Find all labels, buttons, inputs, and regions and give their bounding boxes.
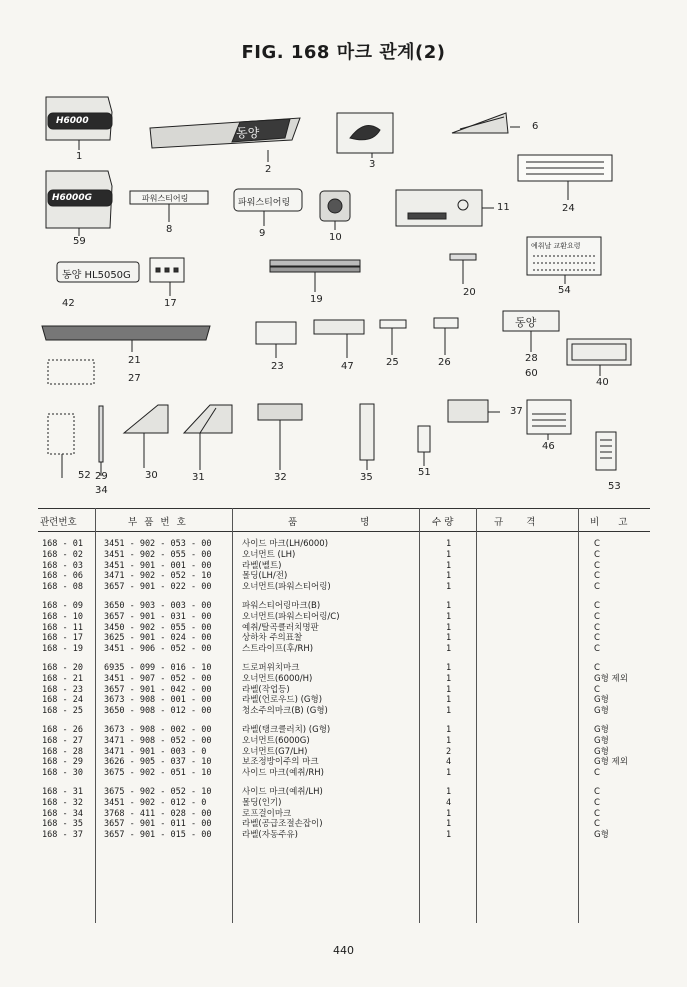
part-28-text: 동양 — [515, 316, 537, 329]
note-cell: C — [594, 633, 600, 644]
callout-54: 54 — [558, 285, 571, 296]
part-name-cell: 사이드 마크(예취/RH) — [242, 768, 324, 779]
part-name-cell: 파워스티어링마크(B) — [242, 601, 321, 611]
ref-cell: 168 - 01 — [42, 539, 83, 549]
part-number-cell: 3451 - 902 - 012 - 0 — [104, 797, 207, 808]
quantity-cell: 1 — [446, 560, 452, 571]
ref-cell: 168 - 09 — [42, 601, 83, 611]
callout-27: 27 — [128, 373, 141, 384]
part-number-cell: 3657 - 901 - 015 - 00 — [104, 830, 212, 841]
ref-cell: 168 - 08 — [42, 582, 83, 593]
note-cell: C — [594, 549, 600, 560]
callout-3: 3 — [369, 159, 376, 170]
callout-46: 46 — [542, 441, 555, 452]
table-row — [38, 705, 650, 717]
callout-29: 29 — [95, 471, 108, 482]
note-cell: C — [594, 582, 600, 593]
callout-34: 34 — [95, 485, 108, 496]
part-name-cell: 사이드 마크(예취/LH) — [242, 787, 323, 797]
note-cell: C — [594, 819, 600, 830]
callout-59: 59 — [73, 236, 86, 247]
header-ref: 관련번호 — [40, 517, 77, 528]
part-name-cell: 라벨(언로우드) (G형) — [242, 695, 323, 706]
callout-47: 47 — [341, 361, 354, 372]
quantity-cell: 1 — [446, 582, 452, 593]
callout-52: 52 — [78, 470, 91, 481]
callout-6: 6 — [532, 121, 539, 132]
part-number-cell: 3626 - 905 - 037 - 10 — [104, 757, 212, 768]
header-name: 품 명 — [288, 517, 370, 528]
part-name-cell: 라벨(공급조절손잡이) — [242, 819, 323, 830]
part-32-molding — [258, 404, 302, 420]
part-51-label — [418, 426, 430, 452]
part-name-cell: 사이드 마크(LH/6000) — [242, 539, 329, 549]
ref-cell: 168 - 17 — [42, 633, 83, 644]
part-name-cell: 오너먼트(파워스티어링) — [242, 582, 331, 593]
part-number-cell: 3471 - 901 - 003 - 0 — [104, 746, 207, 757]
part-name-cell: 오너먼트(파워스티어링/C) — [242, 611, 340, 622]
part-number-cell: 3657 - 901 - 011 - 00 — [104, 819, 212, 830]
callout-8: 8 — [166, 224, 173, 235]
note-cell: C — [594, 622, 600, 633]
part-11-clutch-plate — [396, 190, 482, 226]
part-number-cell: 3673 - 908 - 002 - 00 — [104, 725, 212, 735]
part-59-badge-text: H6000G — [52, 193, 92, 203]
part-6-molding — [452, 113, 508, 133]
callout-17: 17 — [164, 298, 177, 309]
note-cell: C — [594, 571, 600, 582]
quantity-cell: 1 — [446, 663, 452, 673]
part-1-badge-text: H6000 — [56, 116, 89, 126]
part-29-mark — [99, 406, 103, 462]
page-number: 440 — [333, 944, 354, 957]
callout-31: 31 — [192, 472, 205, 483]
ref-cell: 168 - 06 — [42, 571, 83, 582]
page-title: FIG. 168 마크 관계(2) — [241, 42, 446, 63]
callout-42: 42 — [62, 298, 75, 309]
part-40-plate — [567, 339, 631, 365]
quantity-cell: 1 — [446, 684, 452, 695]
table-row — [38, 643, 650, 655]
part-name-cell: 오너먼트(G7/LH) — [242, 746, 308, 757]
quantity-cell: 1 — [446, 622, 452, 633]
part-name-cell: 오너먼트(6000G) — [242, 735, 310, 746]
part-9-text: 파워스티어링 — [238, 198, 291, 208]
part-number-cell: 3657 - 901 - 022 - 00 — [104, 582, 212, 593]
part-name-cell: 예취/탈곡클러치명판 — [242, 622, 319, 633]
callout-60: 60 — [525, 368, 538, 379]
ref-cell: 168 - 25 — [42, 706, 83, 717]
part-number-cell: 3451 - 906 - 052 - 00 — [104, 644, 212, 655]
part-19-stripe — [270, 260, 360, 266]
quantity-cell: 1 — [446, 787, 452, 797]
ref-cell: 168 - 27 — [42, 735, 83, 746]
part-number-cell: 3451 - 902 - 053 - 00 — [104, 539, 212, 549]
part-number-cell: 3625 - 901 - 024 - 00 — [104, 633, 212, 644]
part-name-cell: 몰딩(LH/전) — [242, 571, 288, 582]
note-cell: C — [594, 768, 600, 779]
part-35-label — [360, 404, 374, 460]
quantity-cell: 1 — [446, 819, 452, 830]
note-cell: G형 — [594, 735, 609, 746]
note-cell: C — [594, 787, 600, 797]
part-47-label — [314, 320, 364, 334]
part-number-cell: 3675 - 902 - 051 - 10 — [104, 768, 212, 779]
part-number-cell: 3451 - 901 - 001 - 00 — [104, 560, 212, 571]
part-number-cell: 3471 - 902 - 052 - 10 — [104, 571, 212, 582]
quantity-cell: 4 — [446, 757, 452, 768]
header-part-no: 부 품 번 호 — [128, 517, 188, 528]
quantity-cell: 1 — [446, 673, 452, 684]
part-name-cell: 오너먼트 (LH) — [242, 549, 296, 560]
table-header — [38, 508, 650, 532]
part-31-side-mark — [184, 405, 232, 433]
callout-21: 21 — [128, 355, 141, 366]
part-23-label — [256, 322, 296, 344]
note-cell: G형 제외 — [594, 757, 628, 768]
callout-35: 35 — [360, 472, 373, 483]
part-name-cell: 보조정방이주의 마크 — [242, 757, 319, 768]
part-37-label — [448, 400, 488, 422]
part-26-tank-clutch-label — [434, 318, 458, 328]
part-25-cleaning-mark — [380, 320, 406, 328]
callout-20: 20 — [463, 287, 476, 298]
quantity-cell: 2 — [446, 746, 452, 757]
callout-32: 32 — [274, 472, 287, 483]
part-46-panel — [527, 400, 571, 434]
part-8-text: 파워스티어링 — [142, 194, 189, 203]
part-number-cell: 3650 - 903 - 003 - 00 — [104, 601, 212, 611]
callout-51: 51 — [418, 467, 431, 478]
ref-cell: 168 - 31 — [42, 787, 83, 797]
ref-cell: 168 - 30 — [42, 768, 83, 779]
quantity-cell: 1 — [446, 539, 452, 549]
part-21-ornament — [42, 326, 210, 340]
part-number-cell: 3450 - 902 - 055 - 00 — [104, 622, 212, 633]
table-row — [38, 829, 650, 841]
part-number-cell: 3657 - 901 - 031 - 00 — [104, 611, 212, 622]
part-number-cell: 6935 - 099 - 016 - 10 — [104, 663, 212, 673]
callout-53: 53 — [608, 481, 621, 492]
callout-1: 1 — [76, 151, 83, 162]
note-cell: G형 — [594, 695, 609, 706]
ref-cell: 168 - 10 — [42, 611, 83, 622]
note-cell: C — [594, 560, 600, 571]
ref-cell: 168 - 34 — [42, 808, 83, 819]
ref-cell: 168 - 32 — [42, 797, 83, 808]
callout-25: 25 — [386, 357, 399, 368]
header-note: 비 고 — [590, 517, 628, 528]
quantity-cell: 1 — [446, 830, 452, 841]
quantity-cell: 1 — [446, 611, 452, 622]
note-cell: G형 — [594, 830, 609, 841]
quantity-cell: 1 — [446, 633, 452, 644]
part-name-cell: 스트라이프(후/RH) — [242, 644, 314, 655]
quantity-cell: 1 — [446, 768, 452, 779]
callout-9: 9 — [259, 228, 266, 239]
part-2-text: 동양 — [236, 126, 260, 140]
table-row — [38, 581, 650, 593]
ref-cell: 168 - 37 — [42, 830, 83, 841]
part-52-molding — [48, 414, 74, 454]
callout-19: 19 — [310, 294, 323, 305]
part-name-cell: 라벨(작업등) — [242, 684, 290, 695]
part-name-cell: 라벨(탱크클러치) (G형) — [242, 725, 331, 735]
quantity-cell: 1 — [446, 695, 452, 706]
callout-11: 11 — [497, 202, 510, 213]
part-number-cell: 3675 - 902 - 052 - 10 — [104, 787, 212, 797]
part-name-cell: 오너먼트(6000/H) — [242, 673, 313, 684]
part-20-dropper-mark — [450, 254, 476, 260]
part-42-text: 동양 HL5050G — [62, 270, 131, 281]
ref-cell: 168 - 03 — [42, 560, 83, 571]
ref-cell: 168 - 11 — [42, 622, 83, 633]
quantity-cell: 1 — [446, 644, 452, 655]
part-30-side-mark — [124, 405, 168, 433]
part-number-cell: 3650 - 908 - 012 - 00 — [104, 706, 212, 717]
note-cell: G형 — [594, 706, 609, 717]
part-name-cell: 라벨(벨트) — [242, 560, 282, 571]
note-cell: C — [594, 808, 600, 819]
quantity-cell: 1 — [446, 601, 452, 611]
note-cell: C — [594, 684, 600, 695]
ref-cell: 168 - 29 — [42, 757, 83, 768]
ref-cell: 168 - 02 — [42, 549, 83, 560]
callout-30: 30 — [145, 470, 158, 481]
note-cell: C — [594, 663, 600, 673]
quantity-cell: 1 — [446, 571, 452, 582]
note-cell: G형 — [594, 725, 609, 735]
quantity-cell: 4 — [446, 797, 452, 808]
part-name-cell: 로프걸이마크 — [242, 808, 292, 819]
part-number-cell: 3657 - 901 - 042 - 00 — [104, 684, 212, 695]
part-number-cell: 3451 - 907 - 052 - 00 — [104, 673, 212, 684]
part-number-cell: 3673 - 908 - 001 - 00 — [104, 695, 212, 706]
part-53-label — [596, 432, 616, 470]
callout-23: 23 — [271, 361, 284, 372]
callout-28: 28 — [525, 353, 538, 364]
part-name-cell: 몰딩(인기) — [242, 797, 282, 808]
ref-cell: 168 - 20 — [42, 663, 83, 673]
part-54-text: 예취날 교환요령 — [531, 242, 581, 250]
ref-cell: 168 - 19 — [42, 644, 83, 655]
note-cell: C — [594, 611, 600, 622]
note-cell: G형 — [594, 746, 609, 757]
table-row — [38, 767, 650, 779]
ref-cell: 168 - 23 — [42, 684, 83, 695]
part-number-cell: 3471 - 908 - 052 - 00 — [104, 735, 212, 746]
note-cell: G형 제외 — [594, 673, 628, 684]
part-name-cell: 라벨(자동주유) — [242, 830, 298, 841]
callout-37: 37 — [510, 406, 523, 417]
callout-2: 2 — [265, 164, 272, 175]
part-name-cell: 드로퍼위치마크 — [242, 663, 300, 673]
ref-cell: 168 - 21 — [42, 673, 83, 684]
part-name-cell: 상하차 주의표찰 — [242, 633, 303, 644]
note-cell: C — [594, 539, 600, 549]
quantity-cell: 1 — [446, 725, 452, 735]
quantity-cell: 1 — [446, 549, 452, 560]
ref-cell: 168 - 35 — [42, 819, 83, 830]
ref-cell: 168 - 28 — [42, 746, 83, 757]
callout-40: 40 — [596, 377, 609, 388]
part-number-cell: 3451 - 902 - 055 - 00 — [104, 549, 212, 560]
header-qty: 수 량 — [432, 517, 454, 528]
part-27-ornament — [48, 360, 94, 384]
callout-24: 24 — [562, 203, 575, 214]
ref-cell: 168 - 26 — [42, 725, 83, 735]
part-name-cell: 청소주의마크(B) (G형) — [242, 706, 328, 717]
ref-cell: 168 - 24 — [42, 695, 83, 706]
quantity-cell: 1 — [446, 706, 452, 717]
callout-26: 26 — [438, 357, 451, 368]
quantity-cell: 1 — [446, 735, 452, 746]
quantity-cell: 1 — [446, 808, 452, 819]
note-cell: C — [594, 601, 600, 611]
part-number-cell: 3768 - 411 - 028 - 00 — [104, 808, 212, 819]
callout-10: 10 — [329, 232, 342, 243]
note-cell: C — [594, 644, 600, 655]
header-spec: 규 격 — [494, 517, 536, 528]
note-cell: C — [594, 797, 600, 808]
